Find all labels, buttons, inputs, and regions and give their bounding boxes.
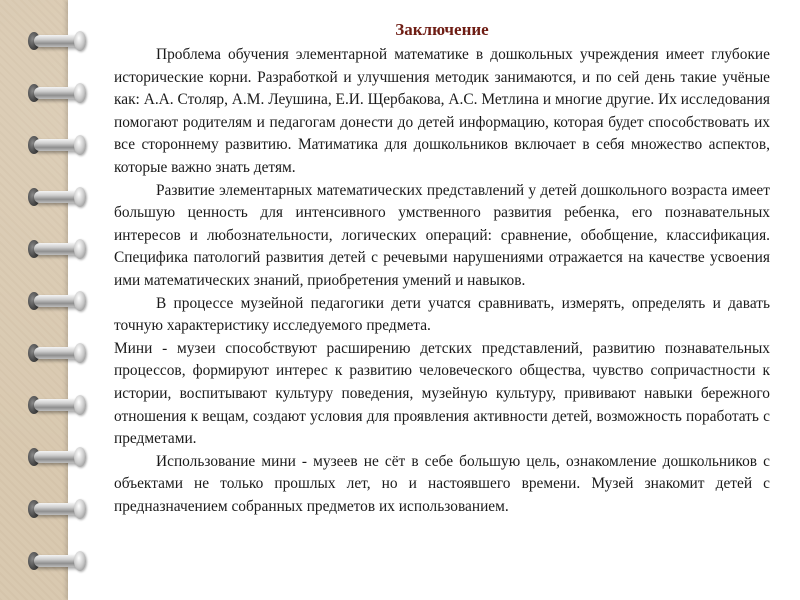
spiral-binding [28, 0, 88, 600]
binding-ring [28, 340, 86, 366]
binding-ring [28, 132, 86, 158]
slide-title: Заключение [395, 20, 489, 39]
paragraph: Использование мини - музеев не сёт в себе большую цель, ознакомление дошкольников с объектами не только прошлых лет, но и настоявшего времени. Музей знакомит детей с предназначением собранных предметов их использованием. [114, 452, 770, 515]
binding-ring [28, 288, 86, 314]
binding-ring [28, 80, 86, 106]
binding-ring [28, 236, 86, 262]
binding-ring [28, 548, 86, 574]
paragraph: Проблема обучения элементарной математике в дошкольных учреждения имеет глубокие исторические корни. Разработкой и улучшения методик занимаются, и по сей день такие учёные как: А.А. Столяр, А.М. Леушина, Е.И. Щербакова, А.С. Метлина и многие другие. Их исследования помогают родителям и педагогам донести до детей информацию, которая будет способствовать их все стороннему развитию. Матиматика для дошкольников включает в себя множество аспектов, которые важно знать детям. [114, 46, 770, 176]
binding-ring [28, 496, 86, 522]
binding-ring [28, 28, 86, 54]
paragraph: Мини - музеи способствуют расширению детских представлений, развитию познавательных процессов, формируют интерес к развитию человеческого общества, чувство сопричастности к истории, воспитывают культуру поведения, музейную культуру, прививают навыки бережного отношения к вещам, создают условия для проявления активности детей, возможность поработать с предметами. [114, 339, 770, 448]
paragraph: Развитие элементарных математических представлений у детей дошкольного возраста имеет большую ценность для интенсивного умственного развития ребенка, его познавательных интересов и любознательности, логических операций: сравнение, обобщение, классификация. Специфика патологий развития детей с речевыми нарушениями отражается на качестве усвоения ими математических знаний, приобретения умений и навыков. [114, 181, 770, 289]
binding-ring [28, 392, 86, 418]
paragraph: В процессе музейной педагогики дети учатся сравнивать, измерять, определять и давать точную характеристику исследуемого предмета. [114, 294, 770, 335]
binding-ring [28, 184, 86, 210]
slide-content [114, 18, 770, 518]
binding-ring [28, 444, 86, 470]
